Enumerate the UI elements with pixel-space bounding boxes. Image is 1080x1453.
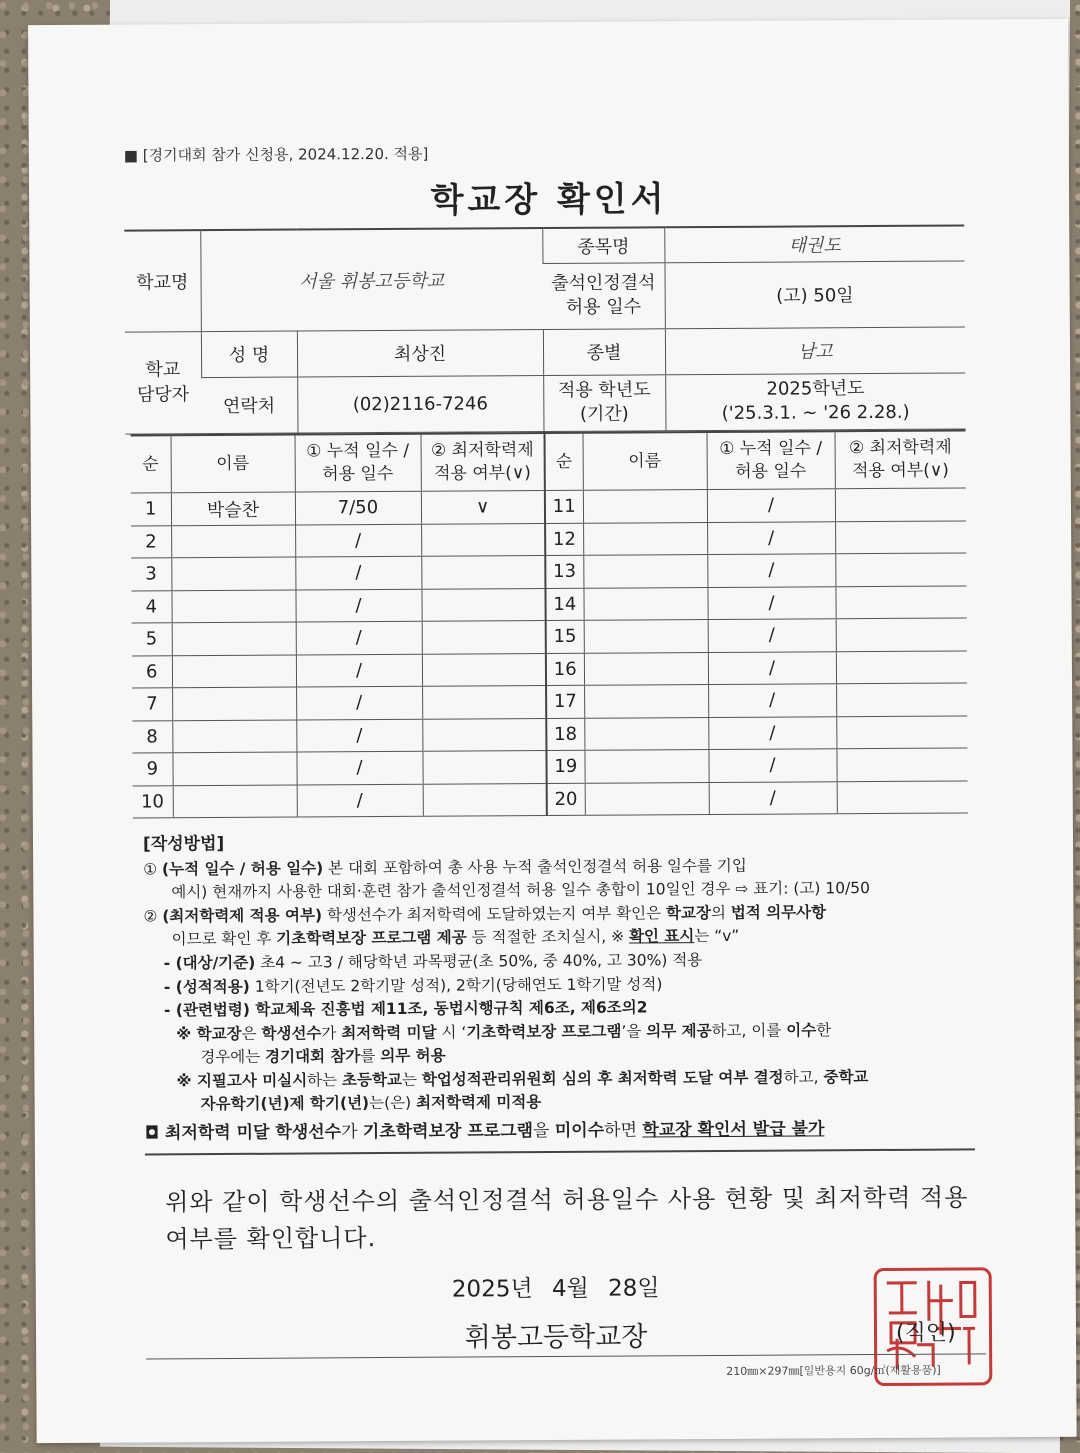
- student-check-cell: [835, 520, 966, 553]
- table-row: [132, 618, 967, 656]
- text-span: 최저학력 미달 학생선수: [159, 1122, 342, 1144]
- manager-label: 학교 담당자: [125, 331, 202, 433]
- header-days: ① 누적 일수 / 허용 일수: [707, 431, 835, 489]
- text-span: 기초학력보장 프로그램 제공: [276, 928, 467, 949]
- student-no-cell: 12: [545, 523, 583, 556]
- student-check-cell: [421, 523, 545, 556]
- student-no-cell: 20: [547, 783, 585, 816]
- header-min-grade: ② 최저학력제 적용 여부(∨): [421, 433, 545, 491]
- text-span: 경우에는: [200, 1047, 266, 1067]
- instruction-2-principal: 학교장: [665, 903, 711, 923]
- header-name: 이름: [583, 432, 707, 490]
- student-days-cell: /: [296, 751, 422, 784]
- student-days-cell: /: [707, 489, 835, 522]
- table-row: [131, 488, 966, 526]
- header-no: 순: [545, 433, 583, 491]
- student-name-cell: [584, 685, 708, 718]
- instruction-2-title: (최저학력제 적용 여부): [162, 906, 323, 926]
- student-no-cell: 18: [546, 718, 584, 751]
- student-name-cell: [171, 590, 295, 623]
- student-name-cell: [172, 655, 296, 688]
- header-no: 순: [131, 435, 171, 493]
- student-name-cell: [583, 587, 707, 620]
- student-days-cell: 7/50: [295, 491, 421, 524]
- student-days-cell: /: [295, 589, 421, 622]
- student-name-cell: 박슬찬: [171, 492, 295, 525]
- school-label: 학교명: [124, 230, 201, 331]
- instruction-2-text: 의: [710, 903, 731, 922]
- text-span: 학교체육 진흥법 제11조, 동법시행규칙 제6조, 제6조의2: [249, 998, 648, 1019]
- text-span: 등 적절한 조치실시, ※: [466, 927, 630, 947]
- student-no-cell: 8: [132, 720, 172, 753]
- student-name-cell: [171, 557, 295, 590]
- student-name-cell: [171, 525, 295, 558]
- sport-value: 태권도: [664, 225, 964, 262]
- table-row: [131, 520, 966, 558]
- student-no-cell: 5: [132, 623, 172, 656]
- student-name-cell: [584, 652, 708, 685]
- instruction-1-example: 예시) 현재까지 사용한 대회·훈련 참가 출석인정결석 허용 일수 총합이 10일인 경우 ⇨ 표기: (고) 10/50: [171, 879, 871, 902]
- student-name-cell: [584, 717, 708, 750]
- note-2-line2: [145, 1089, 985, 1118]
- text-span: 는: [401, 1070, 422, 1089]
- text-span: 가: [321, 1023, 342, 1043]
- table-row: [132, 748, 967, 786]
- student-days-cell: /: [295, 524, 421, 557]
- year-label: 적용 학년도 (기간): [543, 374, 665, 431]
- text-span: ※ 지필고사 미실시: [176, 1071, 308, 1091]
- student-days-cell: /: [709, 781, 837, 814]
- text-span: 초등학교: [341, 1070, 402, 1090]
- seal-label: (직인): [895, 1320, 956, 1346]
- absence-label: 출석인정결석 허용 일수: [542, 262, 664, 329]
- student-name-cell: [583, 490, 707, 523]
- table-row: [133, 780, 968, 818]
- text-span: 경기대회 참가: [265, 1047, 361, 1066]
- text-span: 기초학력보장 프로그램: [466, 1022, 622, 1042]
- text-span: 는 “v”: [694, 927, 740, 946]
- student-no-cell: 2: [131, 525, 171, 558]
- table-row: [132, 650, 967, 688]
- student-no-cell: 9: [132, 753, 172, 786]
- instruction-1-text: 본 대회 포함하여 총 사용 누적 출석인정결석 허용 일수를 기입: [323, 856, 747, 878]
- student-no-cell: 14: [545, 588, 583, 621]
- text-span: 은: [241, 1024, 262, 1043]
- text-span: 이수: [786, 1021, 817, 1040]
- instruction-2-text: 학생선수가 최저학력에 도달하였는지 여부 확인은: [321, 904, 667, 925]
- text-span: 의무 제공: [646, 1021, 712, 1041]
- gender-value: 남고: [665, 326, 965, 374]
- student-days-cell: /: [707, 554, 835, 587]
- contact-label: 연락처: [201, 377, 297, 434]
- text-span: 의무 허용: [380, 1046, 446, 1066]
- student-no-cell: 6: [132, 655, 172, 688]
- student-no-cell: 17: [546, 685, 584, 718]
- contact-value: (02)2116-7246: [297, 375, 543, 433]
- student-days-cell: /: [708, 684, 836, 717]
- student-no-cell: 16: [546, 653, 584, 686]
- student-name-cell: [172, 752, 296, 785]
- text-span: 을: [532, 1120, 555, 1141]
- text-span: 를: [360, 1047, 381, 1066]
- absence-value: (고) 50일: [664, 260, 964, 328]
- student-check-cell: [836, 618, 967, 651]
- text-span: 한: [816, 1020, 832, 1040]
- text-span: - (관련법령): [163, 1000, 250, 1020]
- student-no-cell: 10: [133, 785, 173, 818]
- student-name-cell: [583, 522, 707, 555]
- header-min-grade: ② 최저학력제 적용 여부(∨): [835, 430, 966, 488]
- gender-label: 종별: [543, 328, 665, 375]
- text-span: 미이수: [554, 1120, 605, 1141]
- text-span: 자유학기(년)제 학기(년): [200, 1094, 370, 1114]
- student-check-cell: [422, 621, 546, 654]
- text-span: 학업성적관리위원회 심의 후 최저학력 도달 여부 결정: [421, 1068, 784, 1089]
- student-check-cell: [421, 588, 545, 621]
- table-row: [131, 553, 966, 591]
- student-name-cell: [172, 720, 296, 753]
- text-span: - (성적적용): [163, 977, 250, 996]
- table-row: [132, 715, 967, 753]
- student-no-cell: 15: [546, 620, 584, 653]
- text-span: 하고,: [783, 1068, 824, 1087]
- student-days-cell: /: [708, 716, 836, 749]
- student-no-cell: 1: [131, 493, 171, 526]
- student-check-cell: [835, 488, 966, 521]
- student-name-cell: [585, 782, 709, 815]
- arrow-box-icon: ◘: [144, 1123, 160, 1144]
- student-days-cell: /: [296, 621, 422, 654]
- student-days-cell: /: [296, 686, 422, 719]
- instruction-2-duty: 법적 의무사항: [730, 903, 827, 922]
- student-check-cell: [422, 718, 546, 751]
- student-check-cell: [835, 585, 966, 618]
- info-table: [124, 224, 965, 434]
- text-span: 1학기(전년도 2학기말 성적), 2학기(당해연도 1학기말 성적): [249, 974, 663, 996]
- paper-spec: 210㎜×297㎜[일반용지 60g/㎡(재활용품)]: [726, 1363, 941, 1378]
- student-check-cell: [836, 715, 967, 748]
- student-name-cell: [584, 750, 708, 783]
- student-days-cell: /: [296, 719, 422, 752]
- student-check-cell: [421, 556, 545, 589]
- table-row: [131, 585, 966, 623]
- principal-name: 휘봉고등학교장: [464, 1321, 648, 1354]
- student-days-cell: /: [297, 784, 423, 817]
- student-name-cell: [583, 555, 707, 588]
- student-no-cell: 11: [545, 490, 583, 523]
- text-span: 하는: [307, 1071, 343, 1090]
- student-check-cell: [837, 780, 968, 813]
- text-span: 가: [340, 1121, 363, 1143]
- student-table: [131, 429, 968, 818]
- name-label: 성 명: [201, 331, 297, 378]
- student-check-cell: [422, 686, 546, 719]
- text-span: 학교장 확인서 발급 불가: [642, 1119, 825, 1141]
- text-span: 최저학력제 미적용: [416, 1093, 542, 1113]
- student-days-cell: /: [708, 749, 836, 782]
- text-span: 시 ‘: [436, 1023, 467, 1042]
- instruction-1-num: ①: [143, 860, 158, 879]
- text-span: 하고, 이를: [711, 1021, 787, 1040]
- text-span: 최저학력 미달: [341, 1023, 437, 1042]
- text-span: 초4 ~ 고3 / 해당학년 과목평균(초 50%, 중 40%, 고 30%) 적용: [255, 951, 703, 972]
- text-span: 이므로 확인 후: [171, 930, 277, 949]
- student-days-cell: /: [707, 521, 835, 554]
- year-value: 2025학년도 ('25.3.1. ~ '26 2.28.): [665, 372, 965, 430]
- student-days-cell: /: [708, 651, 836, 684]
- student-no-cell: 4: [131, 590, 171, 623]
- instruction-1-title: (누적 일수 / 허용 일수): [161, 859, 324, 879]
- student-no-cell: 7: [132, 688, 172, 721]
- text-span: 는(은): [369, 1094, 417, 1113]
- student-no-cell: 19: [546, 750, 584, 783]
- student-check-cell: [422, 653, 546, 686]
- student-name-cell: [173, 785, 297, 818]
- page-title: 학교장 확인서: [430, 179, 668, 221]
- text-span: 확인 표시: [628, 927, 695, 946]
- header-days: ① 누적 일수 / 허용 일수: [295, 434, 421, 492]
- student-name-cell: [172, 622, 296, 655]
- table-row: [132, 683, 967, 721]
- document-page: [28, 19, 1077, 1443]
- student-check-cell: [422, 751, 546, 784]
- text-span: 하면: [604, 1120, 643, 1141]
- text-span: 중학교: [823, 1067, 869, 1087]
- final-note: [145, 1116, 975, 1155]
- student-check-cell: [835, 553, 966, 586]
- text-span: 학생선수: [261, 1024, 322, 1043]
- student-days-cell: /: [708, 619, 836, 652]
- text-span: - (대상/기준): [163, 953, 256, 973]
- issue-date: 2025년 4월 28일: [451, 1275, 660, 1303]
- student-check-cell: [836, 650, 967, 683]
- text-span: 기초학력보장 프로그램: [362, 1120, 534, 1142]
- student-check-cell: ∨: [421, 491, 545, 524]
- instruction-2-num: ②: [143, 907, 158, 926]
- header-note: ■ [경기대회 참가 신청용, 2024.12.20. 적용]: [123, 144, 429, 165]
- instructions: [143, 827, 985, 1155]
- text-span: ※ 학교장: [176, 1024, 242, 1043]
- school-value: 서울 휘봉고등학교: [200, 228, 543, 331]
- text-span: ’을: [621, 1022, 647, 1041]
- student-check-cell: [423, 783, 547, 816]
- student-days-cell: /: [295, 556, 421, 589]
- header-name: 이름: [171, 435, 295, 493]
- student-name-cell: [172, 687, 296, 720]
- student-no-cell: 13: [545, 555, 583, 588]
- student-days-cell: /: [707, 586, 835, 619]
- sport-label: 종목명: [542, 227, 664, 263]
- confirmation-text: 위와 같이 학생선수의 출석인정결석 허용일수 사용 현황 및 최저학력 적용 여부를 확인합니다.: [165, 1183, 969, 1254]
- instructions-heading: [작성방법]: [142, 833, 225, 855]
- student-check-cell: [836, 683, 967, 716]
- student-no-cell: 3: [131, 558, 171, 591]
- student-check-cell: [836, 748, 967, 781]
- student-name-cell: [584, 620, 708, 653]
- student-days-cell: /: [296, 654, 422, 687]
- name-value: 최상진: [297, 329, 543, 377]
